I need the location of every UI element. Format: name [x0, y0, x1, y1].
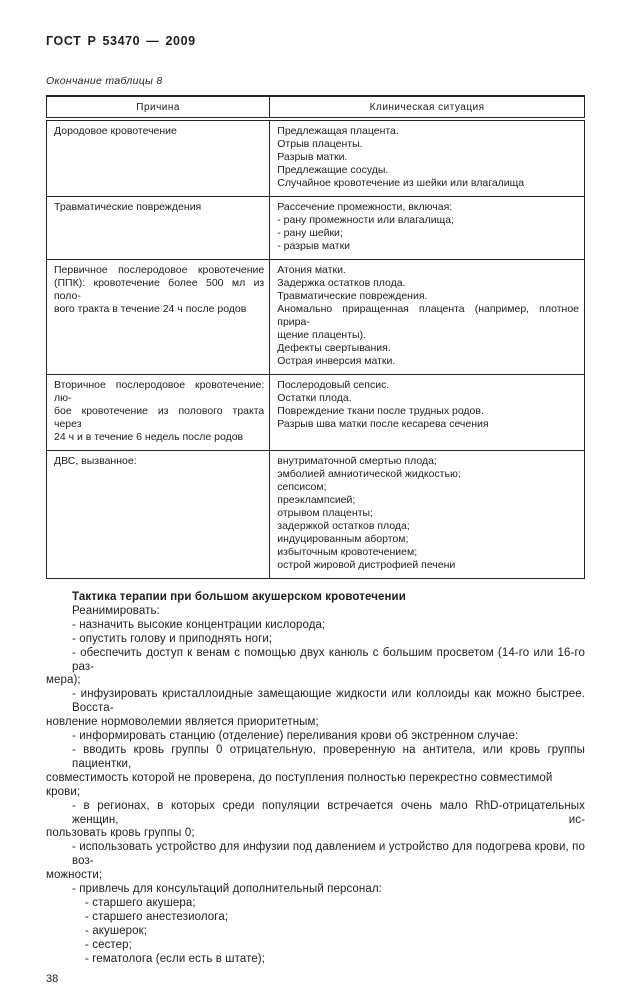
cell-line: Вторичное послеродовое кровотечение: лю-: [54, 379, 265, 404]
cell-line: - разрыв матки: [277, 240, 351, 252]
cell-line: Остатки плода.: [277, 392, 352, 404]
cell-line: сепсисом;: [277, 481, 327, 493]
cell-line: ДВС, вызванное:: [54, 455, 137, 467]
text-line: - старшего акушера;: [85, 896, 196, 909]
cell-line: Дефекты свертывания.: [277, 342, 391, 354]
text-line: - вводить кровь группы 0 отрицательную, проверенную на антитела, или кровь группы пациентки,: [72, 743, 585, 770]
cause-cell: [47, 260, 270, 375]
table-row: [47, 451, 585, 579]
text-line: совместимость которой не проверена, до поступления полностью перекрестно совместимой крови;: [46, 771, 553, 798]
cell-line: Разрыв матки.: [277, 151, 348, 163]
cause-cell: [47, 375, 270, 451]
text-line: - назначить высокие концентрации кислорода;: [72, 618, 326, 631]
body-text: [46, 591, 585, 966]
cell-line: Послеродовый сепсис.: [277, 379, 390, 391]
text-line: новление нормоволемии является приоритетным;: [46, 716, 319, 729]
section-heading: Тактика терапии при большом акушерском кровотечении: [72, 591, 406, 603]
text-line: пользовать кровь группы 0;: [46, 827, 195, 840]
table-row: [47, 119, 585, 197]
cell-line: Повреждение ткани после трудных родов.: [277, 405, 484, 417]
cell-line: щение плаценты).: [277, 329, 367, 341]
situation-cell: [270, 375, 585, 451]
cell-line: внутриматочной смертью плода;: [277, 455, 437, 467]
cell-line: бое кровотечение из полового тракта через: [54, 405, 265, 430]
cell-line: Рассечение промежности, включая:: [277, 201, 453, 213]
cell-line: вого тракта в течение 24 ч после родов: [54, 303, 247, 315]
cell-line: преэклампсией;: [277, 494, 356, 506]
cell-line: - рану шейки;: [277, 227, 343, 239]
table-row: [47, 375, 585, 451]
cell-line: Аномально приращенная плацента (например, плотное прира-: [277, 303, 579, 328]
situation-cell: [270, 197, 585, 260]
text-line: мера);: [46, 674, 81, 687]
situation-cell: [270, 451, 585, 579]
doc-number: ГОСТ Р 53470 — 2009: [46, 34, 196, 48]
cell-line: Травматические повреждения: [54, 201, 202, 213]
cause-cell: [47, 119, 270, 197]
situation-cell: [270, 119, 585, 197]
cell-line: задержкой остатков плода;: [277, 520, 410, 532]
table-caption: Окончание таблицы 8: [46, 75, 163, 87]
text-line: - гематолога (если есть в штате);: [85, 952, 266, 965]
cell-line: Первичное послеродовое кровотечение: [54, 264, 265, 276]
cell-line: Предлежащая плацента.: [277, 125, 399, 137]
cell-line: - рану промежности или влагалища;: [277, 214, 455, 226]
text-line: - акушерок;: [85, 924, 148, 937]
cell-line: 24 ч и в течение 6 недель после родов: [54, 431, 244, 443]
col-header-cause: Причина: [47, 96, 270, 119]
cell-line: отрывом плаценты;: [277, 507, 373, 519]
text-line: - в регионах, в которых среди популяции встречается очень мало RhD-отрицательных женщин, ис-: [72, 799, 585, 826]
cell-line: Острая инверсия матки.: [277, 355, 396, 367]
text-line: - использовать устройство для инфузии под давлением и устройство для подогрева крови, по воз-: [72, 841, 585, 868]
text-line: можности;: [46, 869, 103, 882]
cause-cell: [47, 451, 270, 579]
cause-cell: [47, 197, 270, 260]
text-line: - старшего анестезиолога;: [85, 910, 229, 923]
situation-cell: [270, 260, 585, 375]
cell-line: Травматические повреждения.: [277, 290, 428, 302]
text-line: - обеспечить доступ к венам с помощью двух канюль с большим просветом (14-го или 16-го раз-: [72, 646, 585, 673]
text-line: Реанимировать:: [72, 604, 160, 617]
cell-line: Дородовое кровотечение: [54, 125, 177, 137]
cell-line: Случайное кровотечение из шейки или влагалища: [277, 177, 525, 189]
col-header-situation: Клиническая ситуация: [270, 96, 585, 119]
cell-line: (ППК): кровотечение более 500 мл из поло-: [54, 277, 265, 302]
table-row: [47, 260, 585, 375]
cell-line: эмболией амниотической жидкостью;: [277, 468, 461, 480]
page-number: 38: [46, 973, 59, 985]
cell-line: Задержка остатков плода.: [277, 277, 406, 289]
text-line: - сестер;: [85, 938, 132, 951]
cell-line: избыточным кровотечением;: [277, 546, 418, 558]
cell-line: Разрыв шва матки после кесарева сечения: [277, 418, 489, 430]
causes-table: [46, 95, 585, 579]
cell-line: Отрыв плаценты.: [277, 138, 363, 150]
text-line: - опустить голову и приподнять ноги;: [72, 632, 273, 645]
cell-line: Атония матки.: [277, 264, 346, 276]
cell-line: острой жировой дистрофией печени: [277, 559, 456, 571]
cell-line: Предлежащие сосуды.: [277, 164, 389, 176]
text-line: - информировать станцию (отделение) переливания крови об экстренном случае:: [72, 730, 519, 743]
cell-line: индуцированным абортом;: [277, 533, 409, 545]
table-header-row: [47, 96, 585, 119]
text-line: - инфузировать кристаллоидные замещающие жидкости или коллоиды как можно быстрее. Восста-: [72, 688, 585, 715]
text-line: - привлечь для консультаций дополнительный персонал:: [72, 883, 382, 896]
table-row: [47, 197, 585, 260]
